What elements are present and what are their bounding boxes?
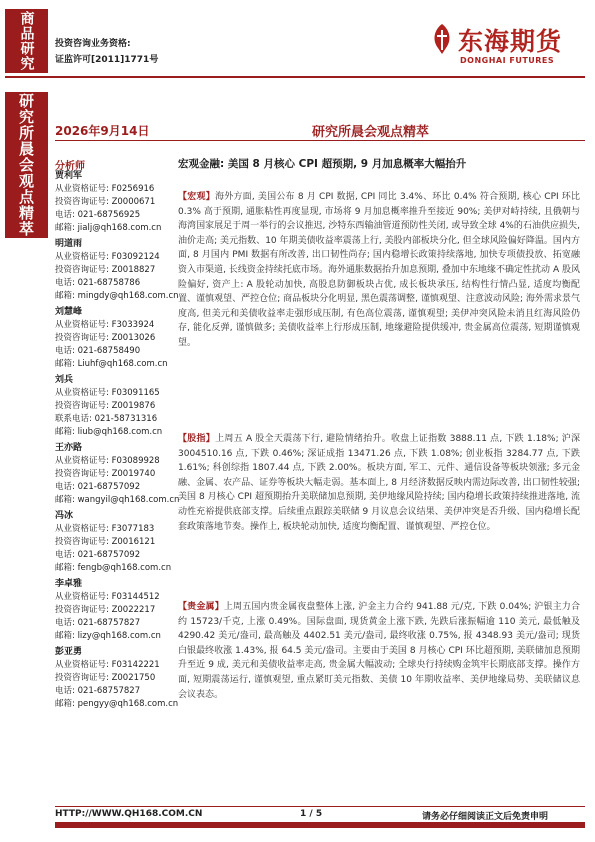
analyst-line: 电话: 021-68757092	[55, 550, 141, 560]
paragraph-text: 上周五 A 股全天震荡下行, 避险情绪抬升。收盘上证指数 3888.11 点, 下跌 1.18%; 沪深 3004510.16 点, 下跌 0.46%; 深证成指 13471.26 点, 下跌 1.08%; 创业板指 3284.77 点, 下跌 1.61%; 科创综指 1807.44 点, 下跌 2.00%。板块方面, 军工、元件、通信设备等板块领涨; 多元金融、金属、农产品、证券等板块大幅走弱。基本面上, 8 月经济数据反映内需边际改善, 出口韧性较强; 美国 8 月核心 CPI 超预期抬升美联储加息预期, 美伊地缘风险持续; 国内稳增长政策持续推进落地, 流动性充裕提供底部支撑。后续重点跟踪美联储 9 月议息会议结果、美伊冲突是否升级、国内稳增长配套政策落地节奏。操作上, 板块轮动加快, 适度均衡配置、谨慎观望、严控仓位。	[178, 434, 580, 532]
analyst-email[interactable]: 邮箱: Liuhf@qh168.com.cn	[55, 359, 168, 369]
title-divider	[55, 140, 585, 141]
analyst-card	[55, 306, 173, 371]
tag-macro: 【宏观】	[178, 192, 215, 202]
analyst-name: 彭亚勇	[55, 647, 83, 657]
analyst-email[interactable]: 邮箱: lizy@qh168.com.cn	[55, 631, 161, 641]
analyst-email[interactable]: 邮箱: fengb@qh168.com.cn	[55, 563, 172, 573]
paragraph-index	[178, 432, 580, 534]
side-band-main	[5, 92, 48, 238]
analyst-line: 投资咨询证号: Z0019876	[55, 401, 156, 411]
analyst-card	[55, 442, 180, 507]
analyst-line: 从业资格证号: F0256916	[55, 184, 155, 194]
tag-index: 【股指】	[178, 434, 216, 444]
footer-bar	[55, 822, 585, 828]
analyst-email[interactable]: 邮箱: mingdy@qh168.com.cn	[55, 291, 179, 301]
analyst-line: 电话: 021-68757092	[55, 482, 141, 492]
analyst-line: 电话: 021-68758786	[55, 278, 141, 288]
analyst-name: 冯冰	[55, 511, 74, 521]
analyst-line: 从业资格证号: F03092124	[55, 252, 160, 262]
analyst-line: 从业资格证号: F3033924	[55, 320, 155, 330]
header-divider	[5, 76, 585, 78]
paragraph-macro	[178, 190, 580, 351]
analyst-card	[55, 646, 179, 711]
analyst-name: 明道雨	[55, 239, 83, 249]
analyst-line: 从业资格证号: F3077183	[55, 524, 155, 534]
report-date: 2026年9月14日	[55, 124, 150, 138]
analyst-line: 从业资格证号: F03142221	[55, 660, 160, 670]
analyst-line: 从业资格证号: F03091165	[55, 388, 160, 398]
analysts-header: 分析师	[55, 161, 85, 172]
analyst-email[interactable]: 邮箱: wangyil@qh168.com.cn	[55, 495, 180, 505]
analyst-line: 投资咨询证号: Z0013026	[55, 333, 156, 343]
analyst-name: 刘慧峰	[55, 307, 83, 317]
analyst-line: 电话: 021-68757827	[55, 618, 141, 628]
page-title: 研究所晨会观点精萃	[312, 125, 430, 140]
analyst-name: 贾利军	[55, 171, 83, 181]
footer-disclaimer: 请务必仔细阅读正文后免责申明	[422, 812, 549, 822]
analyst-card	[55, 170, 173, 235]
analyst-line: 投资咨询证号: Z0019740	[55, 469, 156, 479]
side-band-top	[5, 9, 48, 73]
analyst-name: 刘兵	[55, 375, 74, 385]
footer-divider	[55, 806, 585, 807]
analyst-line: 从业资格证号: F03089928	[55, 456, 160, 466]
analyst-name: 李卓雅	[55, 579, 83, 589]
license-line-1: 投资咨询业务资格:	[55, 39, 131, 49]
analyst-card	[55, 510, 173, 575]
analyst-email[interactable]: 邮箱: liub@qh168.com.cn	[55, 427, 163, 437]
analyst-line: 电话: 021-68757827	[55, 686, 141, 696]
side-main-label: 研究所晨会观点精萃	[17, 93, 35, 237]
analyst-email[interactable]: 邮箱: pengyy@qh168.com.cn	[55, 699, 179, 709]
analyst-line: 投资咨询证号: Z0018827	[55, 265, 156, 275]
analyst-line: 电话: 021-68758490	[55, 346, 141, 356]
paragraph-text: 上周五国内贵金属夜盘整体上涨, 沪金主力合约 941.88 元/克, 下跌 0.04%; 沪银主力合约 15723/千克, 上涨 0.49%。国际盘面, 现货黄金上涨下跌, 先跌后涨振幅逾 110 美元, 最低触及 4290.42 美元/盎司, 最高触及 4402.51 美元/盎司, 最终收涨 0.75%, 报 4348.93 美元/盎司; 现货白银最终收涨 1.43%, 报 64.5 美元/盎司。主要由于美国 8 月核心 CPI 环比超预期, 美联储加息预期升至近 9 成, 美元和美债收益率走高, 贵金属大幅波动; 全球央行持续购金筑牢长期底部支撑。操作方面, 短期震荡运行, 谨慎观望, 重点紧盯美元指数、美债 10 年期收益率、美伊地缘局势、美联储议息会议表态。	[178, 602, 580, 700]
logo-english: DONGHAI FUTURES	[460, 56, 555, 65]
analyst-card	[55, 238, 179, 303]
analyst-name: 王亦路	[55, 443, 83, 453]
license-line-2: 证监许可[2011]1771号	[55, 55, 159, 65]
section-headline: 宏观金融: 美国 8 月核心 CPI 超预期, 9 月加息概率大幅抬升	[178, 158, 467, 170]
paragraph-precious-metals	[178, 600, 580, 702]
footer-url[interactable]: HTTP://WWW.QH168.COM.CN	[55, 809, 203, 819]
analyst-line: 从业资格证号: F03144512	[55, 592, 160, 602]
analyst-line: 联系电话: 021-58731316	[55, 414, 158, 424]
analyst-line: 投资咨询证号: Z0000671	[55, 197, 156, 207]
analyst-line: 投资咨询证号: Z0021750	[55, 673, 156, 683]
tag-precious-metals: 【贵金属】	[178, 602, 224, 612]
page-number: 1 / 5	[300, 809, 323, 819]
analyst-line: 投资咨询证号: Z0022217	[55, 605, 156, 615]
side-top-label: 商品研究	[18, 11, 35, 71]
analyst-card	[55, 578, 173, 643]
analyst-card	[55, 374, 173, 439]
analyst-line: 投资咨询证号: Z0016121	[55, 537, 156, 547]
paragraph-text: 海外方面, 美国公布 8 月 CPI 数据, CPI 同比 3.4%、环比 0.4% 符合预期, 核心 CPI 环比 0.3% 高于预期, 通胀粘性再度显现, 市场将 9 月加息概率推升至接近 90%; 美伊对峙持续, 且俄朝与海湾国家展足于周一举行的会议推迟, 沙特东西输油管道预防性关闭, 或导致全球 4%的石油供应损失, 油价走高; 美元指数、10 年期美债收益率震荡上行, 美股内部板块分化, 但全球风险偏好降温。国内方面, 8 月国内 PMI 数据有所改善, 出口韧性尚存; 国内稳增长政策持续落地, 加快专项债投放、拓宽融资入市渠道, 长线资金持续托底市场。海外通胀数据抬升加息预期, 叠加中东地缘不确定性扰动 A 股风险偏好, 资产上: A 股轮动加快, 高股息防御板块占优, 成长板块承压, 结构性行情凸显, 适度均衡配置、谨慎观望、严控仓位; 商品板块分化明显, 黑色震荡调整, 谨慎观望、注意波动风险; 海外需求景气度高, 但美元和美债收益率走强形成压制, 有色高位震荡, 谨慎观望; 美伊冲突风险未消且红海风险仍存, 能化反弹, 谨慎做多; 美债收益率上行形成压制, 地缘避险提供缓冲, 贵金属高位震荡, 短期谨慎观望。	[178, 192, 580, 348]
analyst-email[interactable]: 邮箱: jialj@qh168.com.cn	[55, 223, 162, 233]
logo-chinese: 东海期货	[458, 27, 563, 56]
analyst-line: 电话: 021-68756925	[55, 210, 141, 220]
donghai-logo-icon	[428, 22, 456, 56]
